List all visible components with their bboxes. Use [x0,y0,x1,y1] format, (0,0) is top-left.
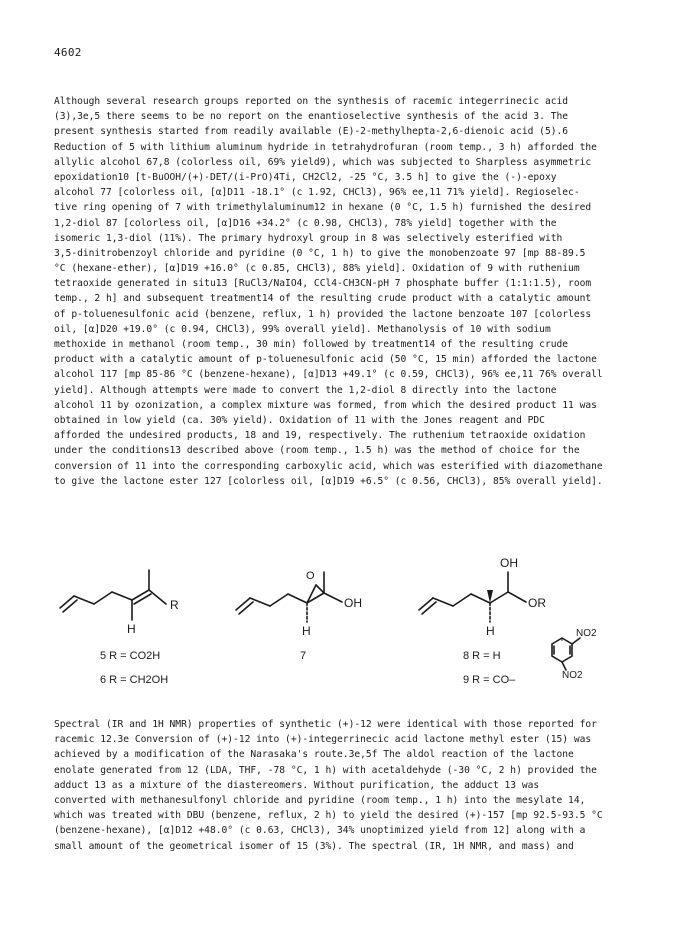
text-line: conversion of 11 into the corresponding carboxylic acid, which was esterified with diazomethane [54,460,603,472]
text-line: (3),3e,5 there seems to be no report on the enantioselective synthesis of the acid 3. The [54,111,569,123]
text-line: of p-toluenesulfonic acid (benzene, reflux, 1 h) provided the lactone benzoate 107 [colorless [54,308,592,320]
text-line: tetraoxide generated in situ13 [RuCl3/NaIO4, CCl4-CH3CN-pH 7 phosphate buffer (1:1:1.5), room [54,278,592,290]
chemical-structures-figure [54,556,628,716]
text-line: obtained in low yield (ca. 30% yield). Oxidation of 11 with the Jones reagent and PDC [54,414,545,426]
or-group-label: OR [528,596,546,610]
hydrogen-label: H [302,624,311,638]
text-line: alcohol 11 by ozonization, a complex mixture was formed, from which the desired product 11 was [54,399,597,411]
hydrogen-label: H [127,622,136,636]
text-line: converted with methanesulfonyl chloride and pyridine (room temp., 1 h) into the mesylate 14, [54,794,586,806]
text-line: allylic alcohol 67,8 (colorless oil, 69% yield9), which was subjected to Sharpless asymmetric [54,156,592,168]
text-line: under the conditions13 described above (room temp., 1.5 h) was the method of choice for the [54,445,580,457]
text-line: alcohol 77 [colorless oil, [α]D11 -18.1° (c 1.92, CHCl3), 96% ee,11 71% yield]. Regioselec- [54,187,580,199]
hydroxyl-label: OH [500,556,518,570]
text-line: °C (hexane-ether), [α]D19 +16.0° (c 0.85, CHCl3), 88% yield]. Oxidation of 9 with ruthenium [54,263,580,275]
text-line: 3,5-dinitrobenzoyl chloride and pyridine (0 °C, 1 h) to give the monobenzoate 97 [mp 88-89.5 [54,247,586,259]
text-line: adduct 13 as a mixture of the diastereomers. Without purification, the adduct 13 was [54,779,540,791]
dinitrophenyl-ring [552,638,580,670]
nitro-group-label: NO2 [562,670,583,681]
text-line: oil, [α]D20 +19.0° (c 0.94, CHCl3), 99% overall yield]. Methanolysis of 10 with sodium [54,323,551,335]
text-line: tive ring opening of 7 with trimethylaluminum12 in hexane (0 °C, 1.5 h) furnished the desired [54,202,592,214]
text-line: achieved by a modification of the Narasaka's route.3e,5f The aldol reaction of the lactone [54,749,574,761]
structure-7-skeleton [236,572,342,622]
structure-drawings [54,566,628,716]
text-line: racemic 12.3e Conversion of (+)-12 into (+)-integerrinecic acid lactone methyl ester (15) was [54,734,592,746]
text-line: methoxide in methanol (room temp., 30 min) followed by treatment14 of the resulting crude [54,339,569,350]
text-line: temp., 2 h] and subsequent treatment14 of the resulting crude product with a catalytic amount [54,293,592,305]
text-line: to give the lactone ester 127 [colorless oil, [α]D19 +6.5° (c 0.56, CHCl3), 85% overall yield]. [54,475,603,487]
compound-6-label: 6 R = CH2OH [100,674,169,686]
compound-8-label: 8 R = H [463,650,501,662]
epoxide-oxygen-label: O [306,570,315,582]
text-line: afforded the undesired products, 18 and 19, respectively. The ruthenium tetraoxide oxidation [54,430,586,442]
text-line: present synthesis started from readily available (E)-2-methylhepta-2,6-dienoic acid (5).6 [54,126,569,138]
text-line: which was treated with DBU (benzene, reflux, 2 h) to yield the desired (+)-157 [mp 92.5-93.5 °C [54,810,603,822]
page-number: 4602 [54,46,82,59]
paragraph-conversion [54,717,628,854]
text-line: Although several research groups reported on the synthesis of racemic integerrinecic acid [54,96,569,107]
text-line: (benzene-hexane), [α]D12 +48.0° (c 0.63, CHCl3), 34% unoptimized yield from 12] along with a [54,825,586,837]
paragraph-intro-synthesis [54,94,628,489]
text-line: product with a catalytic amount of p-toluenesulfonic acid (50 °C, 15 min) afforded the lactone [54,354,597,366]
text-line: Reduction of 5 with lithium aluminum hydride in tetrahydrofuran (room temp., 3 h) afforded the [54,141,597,153]
text-line: isomeric 1,3-diol (11%). The primary hydroxyl group in 8 was selectively esterified with [54,232,563,244]
compound-9-label: 9 R = CO– [463,674,516,686]
nitro-group-label: NO2 [576,628,597,639]
text-line: alcohol 117 [mp 85-86 °C (benzene-hexane), [α]D13 +49.1° (c 0.59, CHCl3), 96% ee,11 76% overall [54,369,603,381]
text-line: 1,2-diol 87 [colorless oil, [α]D16 +34.2° (c 0.98, CHCl3), 78% yield] together with the [54,217,557,229]
text-line: enolate generated from 12 (LDA, THF, -78 °C, 1 h) with acetaldehyde (-30 °C, 2 h) provided the [54,764,597,776]
hydroxyl-label: OH [344,596,362,610]
text-line: Spectral (IR and 1H NMR) properties of synthetic (+)-12 were identical with those reported for [54,719,597,730]
text-line: small amount of the geometrical isomer of 15 (3%). The spectral (IR, 1H NMR, and mass) and [54,840,574,852]
text-line: yield]. Although attempts were made to convert the 1,2-diol 8 directly into the lactone [54,384,557,396]
structure-5-6-skeleton [60,570,166,620]
structure-8-9-skeleton [419,572,526,622]
compound-5-label: 5 R = CO2H [100,650,161,662]
r-group-label: R [170,598,179,612]
text-line: epoxidation10 [t-BuOOH/(+)-DET/(i-PrO)4Ti, CH2Cl2, -25 °C, 3.5 h] to give the (-)-epoxy [54,171,557,183]
compound-7-label: 7 [300,650,307,662]
hydrogen-label: H [486,624,495,638]
